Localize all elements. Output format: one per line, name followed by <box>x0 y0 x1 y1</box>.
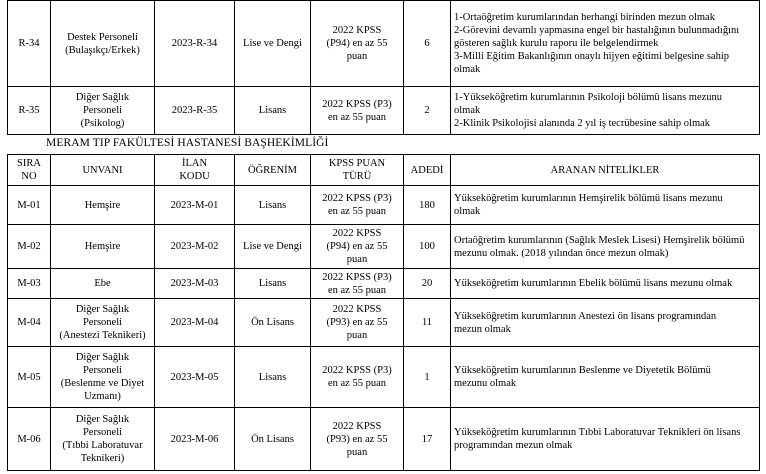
unvan-cell <box>51 299 155 347</box>
cell-text-line: Diğer Sağlık <box>75 414 130 425</box>
kpss-cell <box>311 87 404 135</box>
header-nitelik: ARANAN NİTELİKLER <box>451 155 760 186</box>
adedi-cell: 180 <box>404 186 451 225</box>
header-ilan-kodu <box>155 155 235 186</box>
cell-text-line: Diğer Sağlık <box>75 352 130 363</box>
cell-text-line: 2022 KPSS (P3) <box>322 365 392 376</box>
cell-text-line: Uzmanı) <box>84 391 121 402</box>
sira-no-cell: M-05 <box>8 347 51 408</box>
cell-text-line: Hemşire <box>84 241 121 252</box>
cell-text-line: (Psikolog) <box>80 118 125 129</box>
adedi-cell: 17 <box>404 408 451 471</box>
table-row <box>8 1 760 87</box>
ogrenim-cell: Ön Lisans <box>235 408 311 471</box>
cell-text-line: en az 55 puan <box>327 111 387 123</box>
ilan-kodu-cell: 2023-R-35 <box>155 87 235 135</box>
cell-text-line: (Anestezi Teknikeri) <box>59 330 146 341</box>
sira-no-cell: R-34 <box>8 1 51 87</box>
cell-text-line: 2022 KPSS (P3) <box>322 193 392 204</box>
adedi-cell: 6 <box>404 1 451 87</box>
adedi-cell: 20 <box>404 269 451 299</box>
unvan-cell <box>51 269 155 299</box>
ilan-kodu-cell: 2023-R-34 <box>155 1 235 87</box>
cell-text-line: 2-Görevini devamlı yapmasına engel bir hastalığının bulunmadığını <box>454 25 740 36</box>
positions-body <box>8 186 760 471</box>
adedi-cell: 1 <box>404 347 451 408</box>
adedi-cell: 11 <box>404 299 451 347</box>
cell-text-line: (Bulaşıkçı/Erkek) <box>65 44 140 56</box>
sira-no-cell: M-03 <box>8 269 51 299</box>
cell-text-line: Personeli <box>82 317 123 328</box>
nitelik-cell <box>451 1 760 87</box>
nitelik-cell <box>451 299 760 347</box>
table-row <box>8 408 760 471</box>
kpss-cell <box>311 269 404 299</box>
unvan-cell <box>51 87 155 135</box>
table-row <box>8 347 760 408</box>
ogrenim-cell: Lisans <box>235 87 311 135</box>
sira-no-cell: M-01 <box>8 186 51 225</box>
ogrenim-cell: Ön Lisans <box>235 299 311 347</box>
cell-text-line: 2022 KPSS <box>332 304 382 315</box>
cell-text-line: olmak <box>454 206 481 217</box>
header-adedi: ADEDİ <box>404 155 451 186</box>
nitelik-cell <box>451 186 760 225</box>
cell-text-line: 2022 KPSS <box>332 228 382 239</box>
cell-text-line: (P94) en az 55 <box>326 241 388 252</box>
cell-text-line: 2022 KPSS (P3) <box>322 98 392 110</box>
ilan-kodu-cell: 2023-M-04 <box>155 299 235 347</box>
cell-text-line: en az 55 puan <box>327 206 387 217</box>
cell-text-line: en az 55 puan <box>327 284 387 296</box>
table-row <box>8 299 760 347</box>
cell-text-line: 2-Klinik Psikolojisi alanında 2 yıl iş tecrübesine sahip olmak <box>454 118 711 129</box>
nitelik-cell <box>451 269 760 299</box>
ilan-kodu-cell: 2023-M-01 <box>155 186 235 225</box>
adedi-cell: 2 <box>404 87 451 135</box>
nitelik-cell <box>451 408 760 471</box>
table-row <box>8 186 760 225</box>
cell-text-line: mezunu olmak. (2018 yılından önce mezun olmak) <box>454 247 669 259</box>
cell-text-line: gösteren sağlık kurulu raporu ile belgelendirmek <box>454 38 659 49</box>
header-kpss <box>311 155 404 186</box>
cell-text-line: mezunu olmak <box>454 378 517 389</box>
cell-text-line: Personeli <box>82 365 123 376</box>
cell-text-line: puan <box>346 446 368 458</box>
cell-text-line: Diğer Sağlık <box>75 92 130 103</box>
cell-text-line: Teknikeri) <box>80 453 125 464</box>
cell-text-line: Ortaöğretim kurumlarının (Sağlık Meslek Lisesi) Hemşirelik bölümü <box>454 234 745 246</box>
unvan-cell <box>51 1 155 87</box>
cell-text-line: (P94) en az 55 <box>326 38 388 49</box>
unvan-cell <box>51 225 155 269</box>
cell-text-line: en az 55 puan <box>327 378 387 389</box>
cell-text-line: NO <box>21 171 37 182</box>
cell-text-line: (Tıbbi Laboratuvar <box>62 440 143 451</box>
cell-text-line: TÜRÜ <box>342 171 372 182</box>
cell-text-line: KPSS PUAN <box>328 158 386 169</box>
kpss-cell <box>311 347 404 408</box>
kpss-cell <box>311 299 404 347</box>
table-row <box>8 225 760 269</box>
cell-text-line: olmak <box>454 64 481 75</box>
previous-positions-body <box>8 1 760 135</box>
cell-text-line: Hemşire <box>84 199 121 211</box>
cell-text-line: KODU <box>179 171 210 182</box>
sira-no-cell: M-02 <box>8 225 51 269</box>
cell-text-line: Yükseköğretim kurumlarının Ebelik bölümü lisans mezunu olmak <box>454 278 733 289</box>
cell-text-line: 1-Yükseköğretim kurumlarının Psikoloji bölümü lisans mezunu <box>454 92 723 103</box>
cell-text-line: Ebe <box>94 278 111 289</box>
cell-text-line: Yükseköğretim kurumlarının Tıbbi Laboratuvar Teknikleri ön lisans <box>454 427 741 438</box>
nitelik-cell <box>451 87 760 135</box>
kpss-cell <box>311 186 404 225</box>
unvan-cell <box>51 408 155 471</box>
ogrenim-cell: Lisans <box>235 186 311 225</box>
cell-text-line: Yükseköğretim kurumlarının Anestezi ön lisans programından <box>454 310 717 322</box>
cell-text-line: olmak <box>454 105 481 116</box>
cell-text-line: Yükseköğretim kurumlarının Beslenme ve Diyetetik Bölümü <box>454 365 711 376</box>
cell-text-line: (P93) en az 55 <box>326 317 388 328</box>
cell-text-line: (Beslenme ve Diyet <box>60 378 145 389</box>
table-row <box>8 269 760 299</box>
header-row <box>8 155 760 186</box>
cell-text-line: programından mezun olmak <box>454 440 573 451</box>
cell-text-line: SIRA <box>17 158 41 169</box>
sira-no-cell: M-04 <box>8 299 51 347</box>
cell-text-line: puan <box>346 51 368 62</box>
nitelik-cell <box>451 347 760 408</box>
ogrenim-cell: Lise ve Dengi <box>235 225 311 269</box>
table-header <box>8 155 760 186</box>
positions-table <box>7 154 760 471</box>
cell-text-line: İLAN <box>181 158 208 169</box>
cell-text-line: mezun olmak <box>454 323 511 335</box>
ogrenim-cell: Lise ve Dengi <box>235 1 311 87</box>
unvan-cell <box>51 186 155 225</box>
header-unvan: UNVANI <box>51 155 155 186</box>
ilan-kodu-cell: 2023-M-02 <box>155 225 235 269</box>
ogrenim-cell: Lisans <box>235 347 311 408</box>
cell-text-line: 2022 KPSS (P3) <box>322 271 392 283</box>
ilan-kodu-cell: 2023-M-06 <box>155 408 235 471</box>
ilan-kodu-cell: 2023-M-05 <box>155 347 235 408</box>
cell-text-line: puan <box>346 330 368 341</box>
sira-no-cell: M-06 <box>8 408 51 471</box>
cell-text-line: 3-Milli Eğitim Bakanlığının onaylı hijyen eğitimi belgesine sahip <box>454 51 730 62</box>
cell-text-line: (P93) en az 55 <box>326 433 388 445</box>
cell-text-line: Personeli <box>82 105 123 116</box>
kpss-cell <box>311 1 404 87</box>
table-row <box>8 87 760 135</box>
unvan-cell <box>51 347 155 408</box>
cell-text-line: 2022 KPSS <box>332 420 382 432</box>
cell-text-line: Yükseköğretim kurumlarının Hemşirelik bölümü lisans mezunu <box>454 193 723 204</box>
kpss-cell <box>311 225 404 269</box>
sira-no-cell: R-35 <box>8 87 51 135</box>
header-sira-no <box>8 155 51 186</box>
previous-positions-table <box>7 0 760 135</box>
cell-text-line: puan <box>346 254 368 265</box>
ogrenim-cell: Lisans <box>235 269 311 299</box>
cell-text-line: Destek Personeli <box>67 31 138 43</box>
header-ogrenim: ÖĞRENİM <box>235 155 311 186</box>
adedi-cell: 100 <box>404 225 451 269</box>
section-title: MERAM TIP FAKÜLTESİ HASTANESİ BAŞHEKİMLİĞİ <box>46 137 329 149</box>
ilan-kodu-cell: 2023-M-03 <box>155 269 235 299</box>
kpss-cell <box>311 408 404 471</box>
cell-text-line: Personeli <box>82 427 123 438</box>
cell-text-line: 1-Ortaöğretim kurumlarından herhangi birinden mezun olmak <box>454 12 715 23</box>
cell-text-line: 2022 KPSS <box>332 25 382 36</box>
nitelik-cell <box>451 225 760 269</box>
cell-text-line: Diğer Sağlık <box>75 304 130 315</box>
